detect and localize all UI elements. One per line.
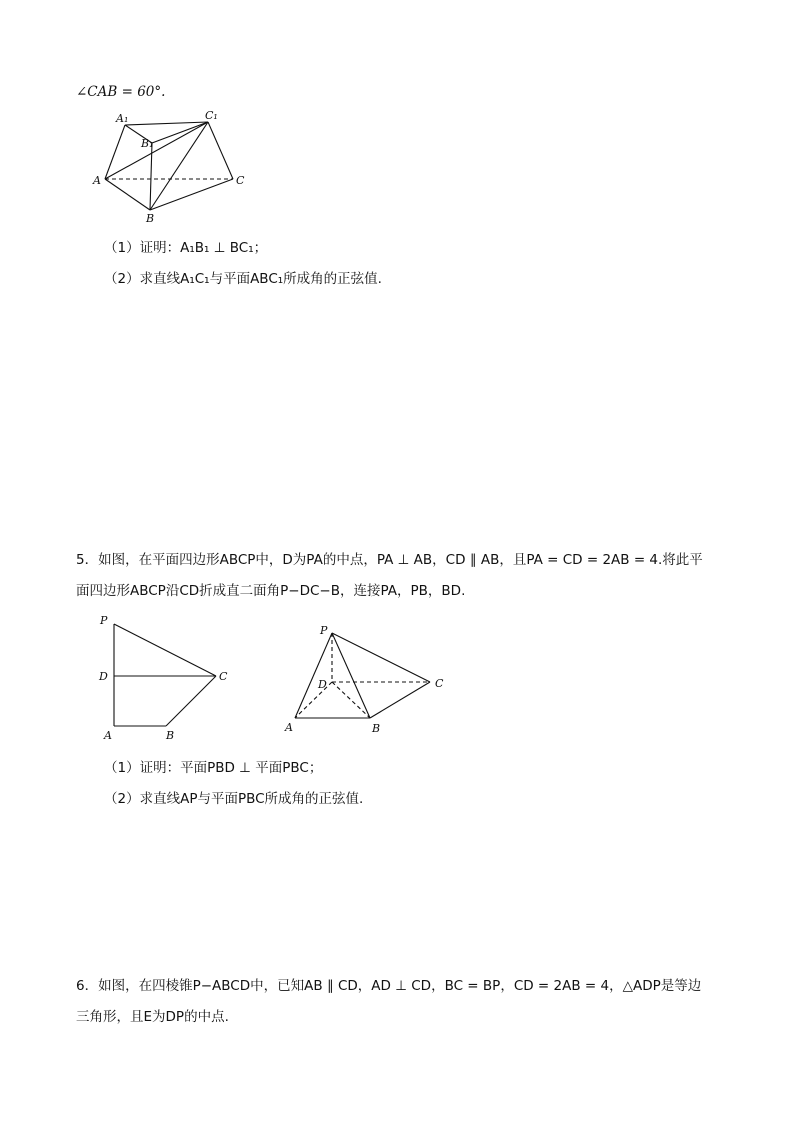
- q5-part2: （2）求直线AP与平面PBC所成角的正弦值.: [104, 791, 364, 807]
- q5-part1: （1）证明：平面PBD ⊥ 平面PBC；: [104, 760, 323, 776]
- edge-a-b: [105, 179, 150, 210]
- edge-b1-c1: [152, 122, 208, 143]
- planar-quadrilateral-figure: [94, 612, 244, 746]
- label-a: A: [285, 721, 293, 734]
- q4-part2: （2）求直线A₁C₁与平面ABC₁所成角的正弦值.: [104, 271, 382, 287]
- edge-b-c: [370, 682, 430, 718]
- label-a: A: [104, 729, 112, 742]
- folded-pyramid-figure: [280, 618, 455, 738]
- edge-c-c1: [208, 122, 233, 179]
- prism-figure: [90, 110, 250, 228]
- label-d: D: [318, 678, 327, 691]
- label-b1: B₁: [141, 137, 154, 150]
- label-a1: A₁: [116, 112, 129, 125]
- edge-d-b-hidden: [332, 682, 370, 718]
- q6-stem-line1: 6．如图，在四棱锥P−ABCD中，已知AB ∥ CD，AD ⊥ CD，BC = BP，CD = 2AB = 4，△ADP是等边: [76, 978, 702, 994]
- edge-p-b: [332, 633, 370, 718]
- label-c: C: [435, 677, 444, 690]
- edge-b-c: [150, 179, 233, 210]
- label-a: A: [93, 174, 101, 187]
- edge-a-c1: [105, 122, 208, 179]
- label-b: B: [166, 729, 175, 742]
- label-c1: C₁: [205, 110, 218, 122]
- label-b: B: [146, 212, 155, 225]
- segment-pc: [114, 624, 216, 676]
- q5-stem-line1: 5．如图，在平面四边形ABCP中，D为PA的中点，PA ⊥ AB，CD ∥ AB，且PA = CD = 2AB = 4.将此平: [76, 552, 703, 568]
- q4-part1: （1）证明：A₁B₁ ⊥ BC₁；: [104, 240, 268, 256]
- label-b: B: [372, 722, 381, 735]
- angle-condition: ∠CAB = 60°.: [76, 84, 166, 100]
- edge-p-a: [295, 633, 332, 718]
- label-c: C: [236, 174, 245, 187]
- label-p: P: [100, 614, 108, 627]
- q6-stem-line2: 三角形，且E为DP的中点.: [76, 1009, 229, 1025]
- label-c: C: [219, 670, 228, 683]
- edge-a1-c1: [125, 122, 208, 125]
- edge-a-a1: [105, 125, 125, 179]
- label-p: P: [320, 624, 328, 637]
- edge-p-c: [332, 633, 430, 682]
- q5-stem-line2: 面四边形ABCP沿CD折成直二面角P−DC−B，连接PA，PB，BD.: [76, 583, 466, 599]
- edge-b-c1: [150, 122, 208, 210]
- segment-bc: [166, 676, 216, 726]
- label-d: D: [99, 670, 108, 683]
